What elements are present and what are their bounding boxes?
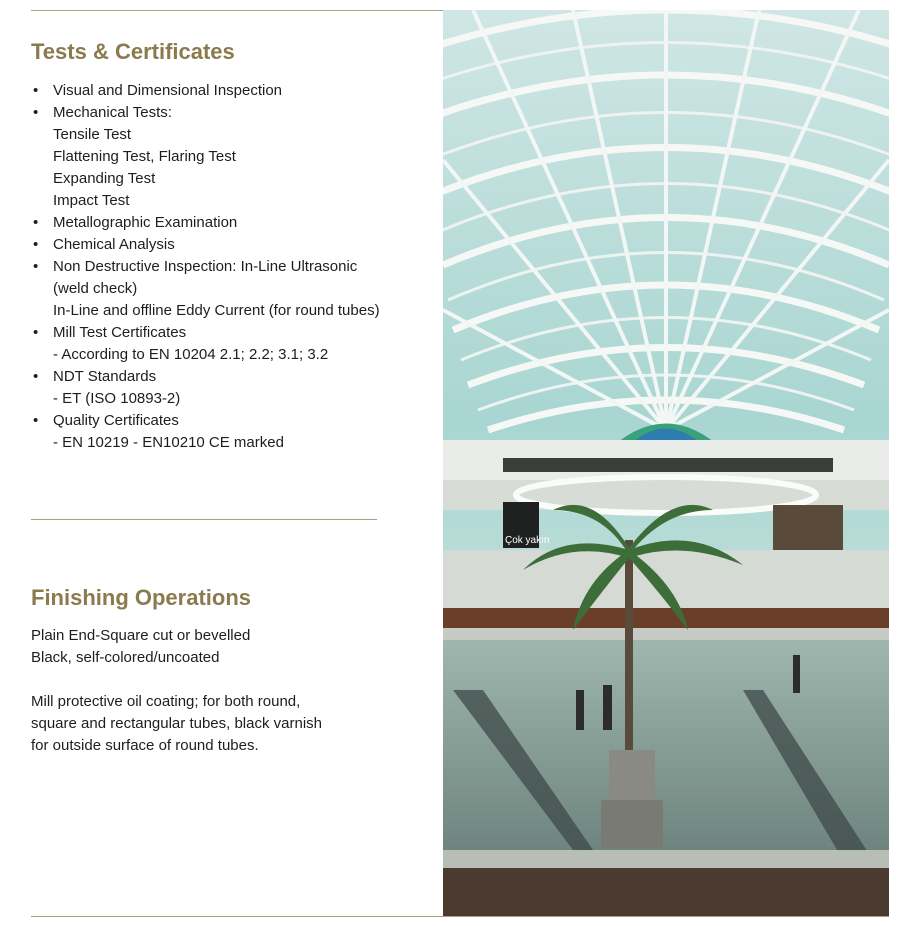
test-subitem: Flattening Test, Flaring Test	[53, 148, 236, 165]
test-item	[31, 256, 431, 322]
test-item-label: Metallographic Examination	[53, 214, 238, 231]
finishing-paragraph-1	[31, 625, 391, 669]
test-item-label: Non Destructive Inspection: In-Line Ultrasonic	[53, 258, 358, 275]
test-item-label: Mill Test Certificates	[53, 324, 187, 341]
test-item-label: Mechanical Tests:	[53, 104, 172, 121]
finishing-operations-heading: Finishing Operations	[31, 585, 252, 610]
finishing-paragraph-2	[31, 691, 391, 757]
bullet-icon: •	[33, 258, 39, 275]
test-item	[31, 322, 431, 366]
test-subitem: Expanding Test	[53, 170, 156, 187]
bullet-icon: •	[33, 82, 39, 99]
test-subitem: - ET (ISO 10893-2)	[53, 390, 181, 407]
tests-certificates-heading: Tests & Certificates	[31, 39, 235, 64]
bullet-icon: •	[33, 236, 39, 253]
bottom-divider	[31, 916, 889, 917]
test-item	[31, 234, 431, 256]
test-subitem: (weld check)	[53, 280, 138, 297]
bullet-icon: •	[33, 412, 39, 429]
finishing-line: Plain End-Square cut or bevelled	[31, 627, 251, 644]
bullet-icon: •	[33, 214, 39, 231]
bullet-icon: •	[33, 104, 39, 121]
test-subitem: - EN 10219 - EN10210 CE marked	[53, 434, 284, 451]
test-item-label: NDT Standards	[53, 368, 157, 385]
finishing-line: for outside surface of round tubes.	[31, 737, 259, 754]
mall-dome-photo	[443, 10, 889, 916]
bullet-icon: •	[33, 368, 39, 385]
test-subitem: Impact Test	[53, 192, 130, 209]
test-subitem: - According to EN 10204 2.1; 2.2; 3.1; 3.2	[53, 346, 329, 363]
section-divider	[31, 519, 377, 520]
store-sign-text: Çok yakın	[505, 535, 550, 546]
test-item	[31, 102, 431, 212]
bullet-icon: •	[33, 324, 39, 341]
test-subitem: In-Line and offline Eddy Current (for round tubes)	[53, 302, 380, 319]
test-item	[31, 212, 431, 234]
finishing-line: square and rectangular tubes, black varnish	[31, 715, 323, 732]
test-subitem: Tensile Test	[53, 126, 132, 143]
test-item	[31, 80, 431, 102]
finishing-line: Black, self-colored/uncoated	[31, 649, 220, 666]
test-item-label: Visual and Dimensional Inspection	[53, 82, 283, 99]
test-item	[31, 366, 431, 410]
tests-list	[31, 80, 431, 454]
finishing-line: Mill protective oil coating; for both round,	[31, 693, 301, 710]
test-item-label: Quality Certificates	[53, 412, 179, 429]
test-item-label: Chemical Analysis	[53, 236, 175, 253]
test-item	[31, 410, 431, 454]
